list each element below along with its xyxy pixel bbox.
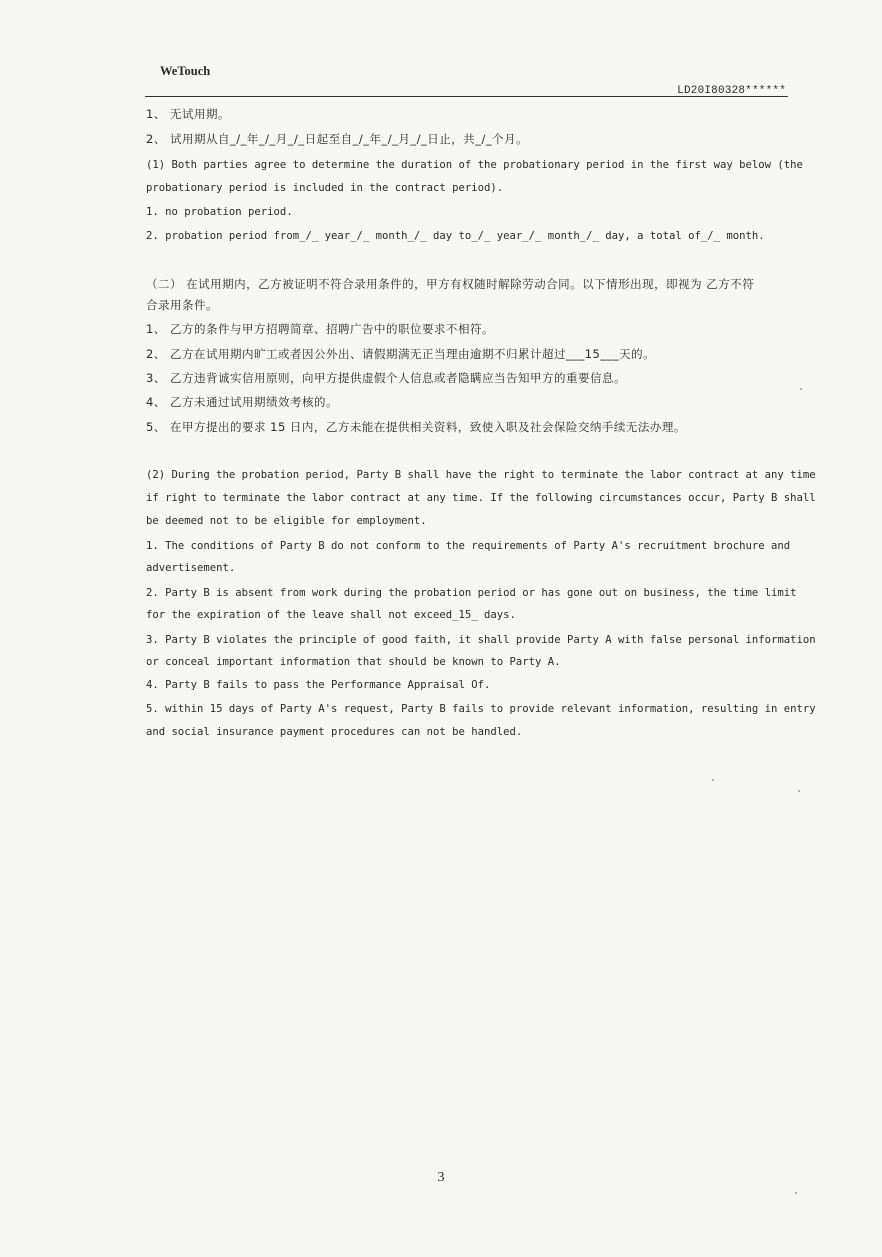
scan-speck [800,388,802,390]
cn-condition-item: 1、 乙方的条件与甲方招聘简章、招聘广告中的职位要求不相符。 [146,322,494,336]
en-clause-2-line: be deemed not to be eligible for employment. [146,515,427,527]
cn-condition-item: 2、 乙方在试用期内旷工或者因公外出、请假期满无正当理由逾期不归累计超过___15___天的。 [146,347,656,361]
cn-item-probation-period: 2、 试用期从自_/_年_/_月_/_日起至自_/_年_/_月_/_日止，共_/_个月。 [146,132,529,146]
en-item-no-probation: 1. no probation period. [146,206,293,218]
cn-item-no-probation: 1、 无试用期。 [146,107,230,121]
cn-clause-2-line: 合录用条件。 [146,298,218,312]
cn-clause-2-line: （二） 在试用期内，乙方被证明不符合录用条件的，甲方有权随时解除劳动合同。以下情形出现，即视为 乙方不符 [146,277,755,291]
company-name: WeTouch [160,64,211,78]
cn-condition-item: 4、 乙方未通过试用期绩效考核的。 [146,395,338,409]
en-clause-1-line: (1) Both parties agree to determine the duration of the probationary period in the first way below (the [146,159,803,171]
scan-speck [712,779,714,781]
en-item-probation-period: 2. probation period from_/_ year_/_ month_/_ day to_/_ year_/_ month_/_ day, a total of_/_ month. [146,230,765,242]
en-condition-item-cont: or conceal important information that should be known to Party A. [146,656,561,668]
en-condition-item-cont: advertisement. [146,562,236,574]
en-condition-item-cont: for the expiration of the leave shall not exceed_15_ days. [146,609,516,621]
en-condition-item: 2. Party B is absent from work during the probation period or has gone out on business, the time limit [146,587,797,599]
header-rule [145,96,788,97]
scan-speck [795,1192,797,1194]
document-number: LD20I80328****** [677,85,786,97]
en-clause-1-line: probationary period is included in the contract period). [146,182,504,194]
en-condition-item-cont: and social insurance payment procedures can not be handled. [146,726,523,738]
en-condition-item: 1. The conditions of Party B do not conform to the requirements of Party A's recruitment brochure and [146,540,791,552]
en-clause-2-line: (2) During the probation period, Party B shall have the right to terminate the labor contract at any time [146,469,816,481]
en-clause-2-line: if right to terminate the labor contract at any time. If the following circumstances occur, Party B shall [146,492,816,504]
page-number: 3 [437,1170,445,1185]
scan-speck [798,790,800,792]
en-condition-item: 3. Party B violates the principle of good faith, it shall provide Party A with false personal information [146,634,816,646]
cn-condition-item: 3、 乙方违背诚实信用原则，向甲方提供虚假个人信息或者隐瞒应当告知甲方的重要信息。 [146,371,626,385]
cn-condition-item: 5、 在甲方提出的要求 15 日内，乙方未能在提供相关资料，致使入职及社会保险交纳手续无法办理。 [146,420,686,434]
en-condition-item: 5. within 15 days of Party A's request, Party B fails to provide relevant information, resulting in entry [146,703,816,715]
en-condition-item: 4. Party B fails to pass the Performance Appraisal Of. [146,679,491,691]
